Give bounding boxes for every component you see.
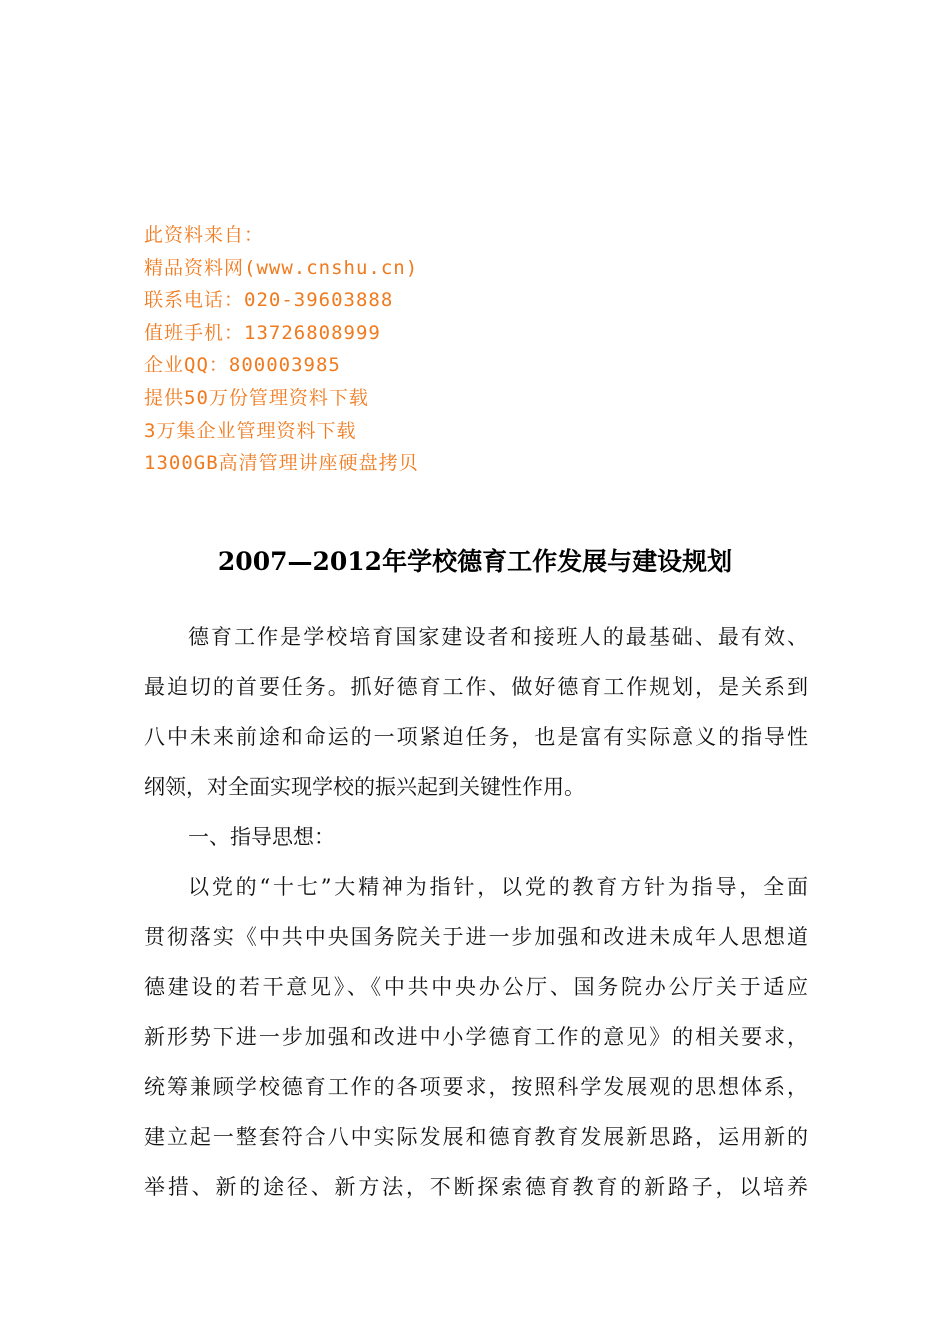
paragraph-line: 德育工作是学校培育国家建设者和接班人的最基础、最有效、 [188,625,808,649]
source-info-line: 值班手机：13726808999 [144,321,381,344]
paragraph-line: 最迫切的首要任务。抓好德育工作、做好德育工作规划，是关系到 [144,675,808,699]
source-info-block [144,219,744,480]
source-info-line: 企业QQ：800003985 [144,354,341,377]
source-info-line: 联系电话：020-39603888 [144,289,394,312]
source-info-line: 此资料来自： [144,224,265,246]
paragraph-line: 新形势下进一步加强和改进中小学德育工作的意见》的相关要求， [144,1025,808,1049]
section-heading: 一、指导思想： [188,825,335,849]
source-info-line: 1300GB高清管理讲座硬盘拷贝 [144,452,419,475]
document-body [144,612,808,1212]
paragraph-line: 建立起一整套符合八中实际发展和德育教育发展新思路，运用新的 [144,1125,808,1149]
source-info-line: 提供50万份管理资料下载 [144,386,369,409]
paragraph-line: 贯彻落实《中共中央国务院关于进一步加强和改进未成年人思想道 [144,925,808,949]
document-title: 2007—2012年学校德育工作发展与建设规划 [217,547,733,576]
paragraph-line: 纲领，对全面实现学校的振兴起到关键性作用。 [144,775,585,799]
paragraph-line: 统筹兼顾学校德育工作的各项要求，按照科学发展观的思想体系， [144,1075,808,1099]
source-info-line: 精品资料网(www.cnshu.cn) [144,256,419,279]
paragraph-line: 以党的“十七”大精神为指针，以党的教育方针为指导，全面 [188,875,808,899]
paragraph-line: 德建设的若干意见》、《中共中央办公厅、国务院办公厅关于适应 [144,975,808,999]
paragraph-line: 八中未来前途和命运的一项紧迫任务，也是富有实际意义的指导性 [144,725,808,749]
source-info-line: 3万集企业管理资料下载 [144,419,357,442]
paragraph-line: 举措、新的途径、新方法，不断探索德育教育的新路子，以培养 [144,1175,808,1199]
